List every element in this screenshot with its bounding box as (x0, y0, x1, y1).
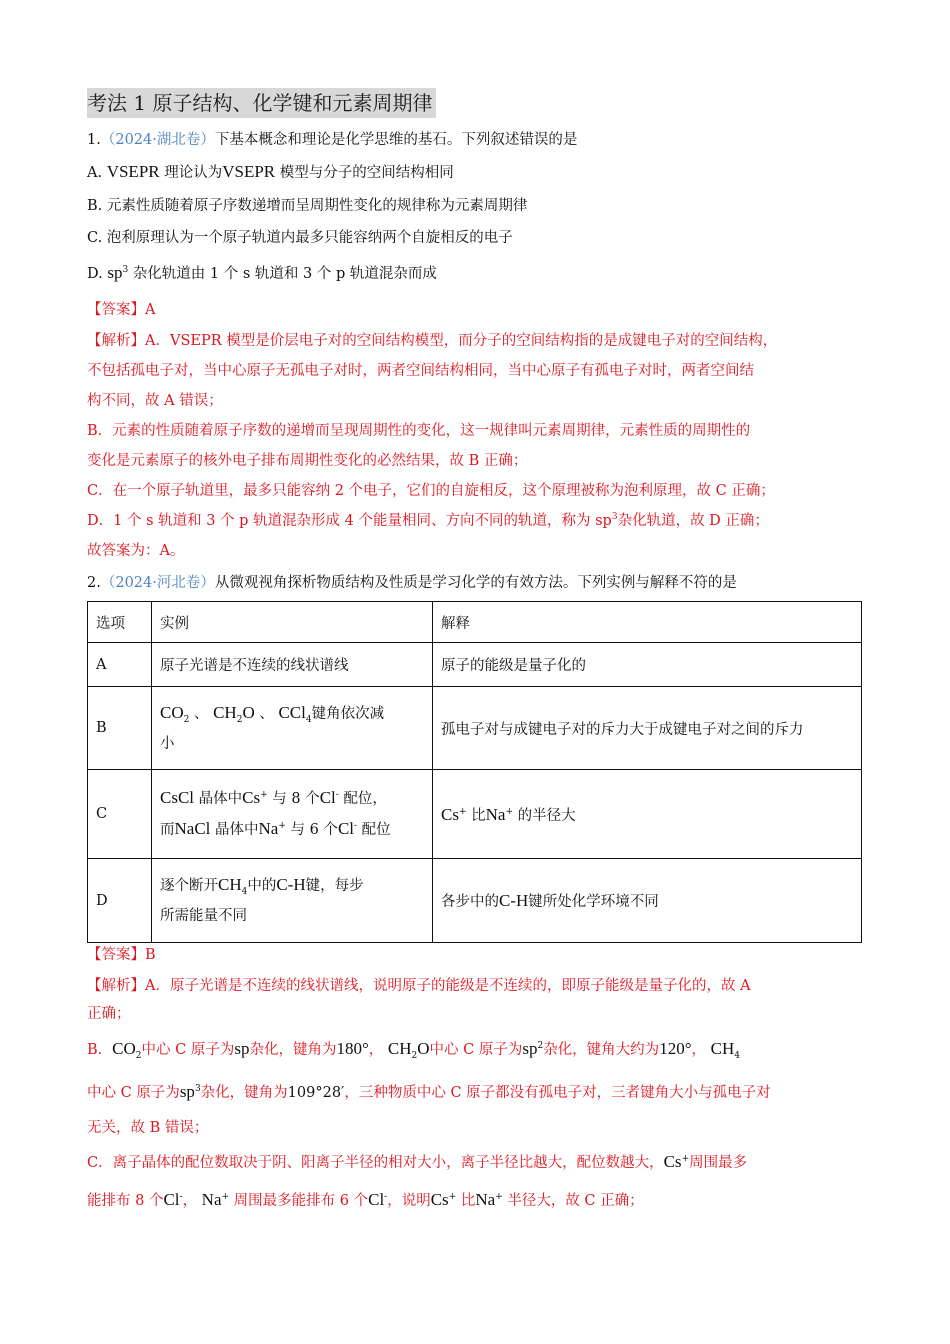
q1-analysis-line: 变化是元素原子的核外电子排布周期性变化的必然结果，故 B 正确； (87, 453, 528, 469)
table-row: A 原子光谱是不连续的线状谱线 原子的能级是量子化的 (88, 643, 862, 687)
q1-analysis-line: 故答案为：A。 (87, 543, 185, 559)
q1-option-c: C. 泡利原理认为一个原子轨道内最多只能容纳两个自旋相反的电子 (87, 230, 513, 246)
q1-answer: 【答案】A (87, 302, 156, 318)
q2-analysis-line: 【解析】A．原子光谱是不连续的线状谱线，说明原子的能级是不连续的，即原子能级是量子化的，故 A (87, 978, 751, 994)
q1-option-a: A. VSEPR 理论认为VSEPR 模型与分子的空间结构相同 (87, 162, 454, 181)
q2-analysis-line: 中心 C 原子为$sp^3$杂化，键角为109°28′，三种物质中心 C 原子都没有孤电子对，三者键角大小与孤电子对 (87, 1082, 771, 1101)
q1-analysis-line: 【解析】A．VSEPR 模型是价层电子对的空间结构模型，而分子的空间结构指的是成键电子对的空间结构， (87, 333, 778, 349)
q1-option-d: D. $sp^3$ 杂化轨道由 1 个 s 轨道和 3 个 p 轨道混杂而成 (87, 263, 437, 282)
q2-source: （2024·河北卷） (100, 575, 215, 591)
q1-source: （2024·湖北卷） (100, 132, 215, 148)
q1-analysis-line: C．在一个原子轨道里，最多只能容纳 2 个电子，它们的自旋相反，这个原理被称为泡利原理，故 C 正确； (87, 483, 775, 499)
q2-analysis-line: 正确； (87, 1006, 131, 1022)
q1-analysis-line: 不包括孤电子对，当中心原子无孤电子对时，两者空间结构相同，当中心原子有孤电子对时，两者空间结 (87, 363, 754, 379)
table-header: 选项 (88, 602, 152, 643)
q2-analysis-line: 能排布 8 个Cl-， Na+ 周围最多能排布 6 个Cl-，说明Cs+ 比Na+ 半径大，故 C 正确； (87, 1190, 644, 1209)
q1-analysis-line: 构不同，故 A 错误； (87, 393, 223, 409)
q2-answer: 【答案】B (87, 947, 156, 963)
q2-analysis-line: C．离子晶体的配位数取决于阴、阳离子半径的相对大小，离子半径比越大，配位数越大，Cs+周围最多 (87, 1152, 748, 1171)
section-heading: 考法 1 原子结构、化学键和元素周期律 (87, 88, 436, 118)
table-header: 解释 (433, 602, 862, 643)
q1-option-b: B. 元素性质随着原子序数递增而呈周期性变化的规律称为元素周期律 (87, 198, 528, 214)
q2-stem: 2.（2024·河北卷）从微观视角探析物质结构及性质是学习化学的有效方法。下列实例与解释不符的是 (87, 575, 737, 591)
table-row: B $CO_2$ 、 $CH_2O$ 、 CCl$_4$键角依次减 小 孤电子对与成键电子对的斥力大于成键电子对之间的斥力 (88, 687, 862, 770)
table-header-row (88, 602, 862, 643)
q2-analysis-line: B．$CO_2$中心 C 原子为sp杂化，键角为180°， $CH_2O$中心 C 原子为$sp^2$杂化，键角大约为120°， $CH_4$ (87, 1039, 740, 1061)
q1-analysis-line: D．1 个 s 轨道和 3 个 p 轨道混杂形成 4 个能量相同、方向不同的轨道，称为 $sp^3$杂化轨道，故 D 正确； (87, 512, 769, 529)
q2-analysis-line: 无关，故 B 错误； (87, 1120, 209, 1136)
table-row: C CsCl 晶体中Cs+ 与 8 个Cl- 配位， 而NaCl 晶体中Na+ 与 6 个Cl- 配位 Cs+ 比Na+ 的半径大 (88, 770, 862, 859)
q1-stem: 1.（2024·湖北卷）下基本概念和理论是化学思维的基石。下列叙述错误的是 (87, 132, 578, 148)
q1-analysis-line: B．元素的性质随着原子序数的递增而呈现周期性的变化，这一规律叫元素周期律，元素性质的周期性的 (87, 423, 751, 439)
q2-table (87, 601, 862, 943)
table-header: 实例 (152, 602, 433, 643)
table-row: D 逐个断开$CH_4$中的C-H键，每步 所需能量不同 各步中的C-H键所处化学环境不同 (88, 859, 862, 943)
